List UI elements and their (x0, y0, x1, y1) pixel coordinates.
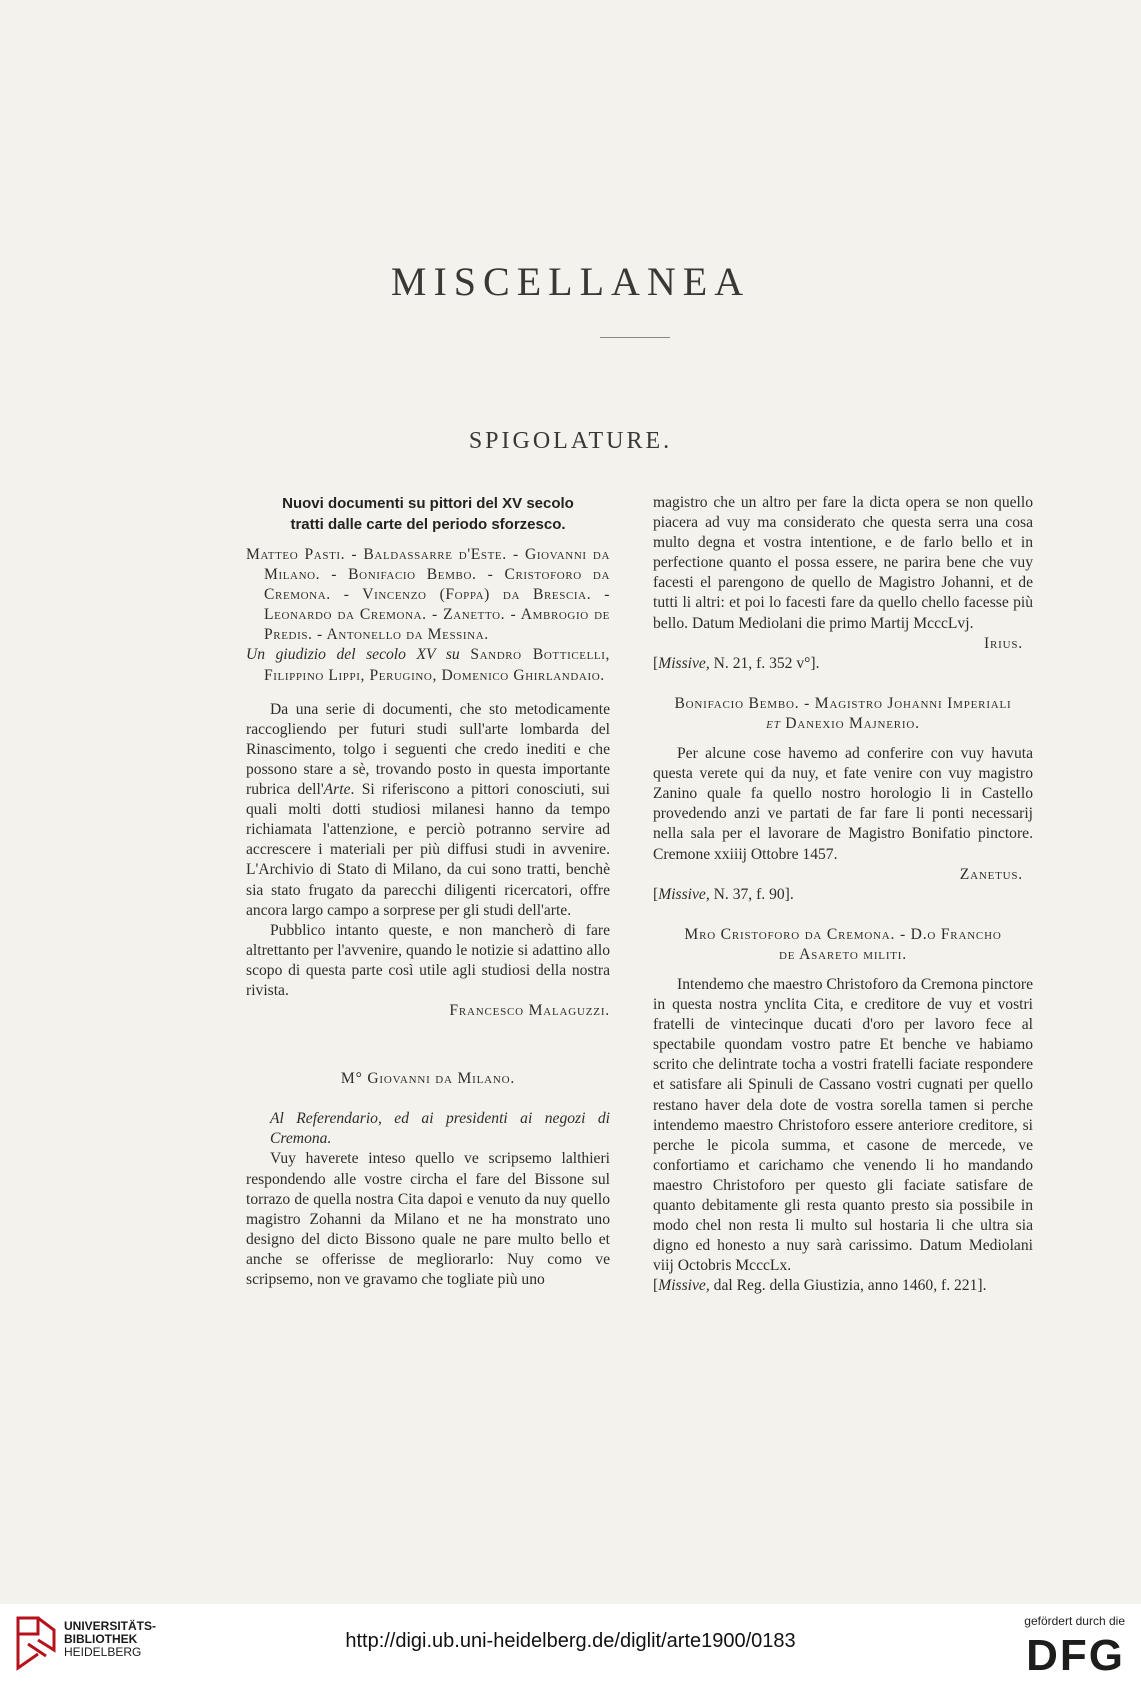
intro-p1-a: Da una serie di documenti, che sto metodicamente raccogliendo per futuri studi sull'arte lombarda del Rinascimento, tolgo i seguenti che credo inediti e che possono stare a sè, trovando posto in questa importante rubrica dell' (246, 700, 610, 799)
doc1-address: Al Referendario, ed ai presidenti ai negozi di Cremona. (270, 1110, 610, 1148)
author-signature: Francesco Malaguzzi. (449, 1002, 610, 1020)
article-heading (246, 493, 610, 535)
doc3-citation-rest: dal Reg. della Giustizia, anno 1460, f. 221]. (709, 1277, 987, 1295)
topics-judgment-italic: Un giudizio del secolo XV su (246, 646, 460, 664)
dfg-logo[interactable]: DFG (1026, 1631, 1125, 1680)
doc2-citation-italic: Missive, (658, 885, 710, 903)
topics-painters: Matteo Pasti. - Baldassarre d'Este. - Giovanni da Milano. - Bonifacio Bembo. - Cristoforo da Cremona. - Vincenzo (Foppa) da Brescia. - Leonardo da Cremona. - Zanetto. - Ambrogio de Predis. - Antonello da Messina. (246, 546, 610, 644)
topics-judgment-names: Sandro Botticelli, Filippino Lippi, Perugino, Domenico Ghirlandaio. (264, 646, 610, 684)
topics-list (246, 545, 610, 686)
doc2-heading-line1: Bonifacio Bembo. - Magistro Johanni Imperiali (674, 694, 1012, 712)
topics-judgment (246, 645, 610, 685)
doc2-heading (653, 694, 1033, 734)
intro-paragraph-2: Pubblico intanto queste, e non mancherò di fare altrettanto per l'avvenire, quando le notizie si adattino allo scopo di questa parte così utile agli studiosi della nostra rivista. (246, 921, 610, 999)
library-name-line2: BIBLIOTHEK (64, 1632, 138, 1646)
doc1-citation-italic: Missive, (658, 654, 710, 672)
doc2-heading-line2 (653, 714, 1033, 734)
permalink-url[interactable]: http://digi.ub.uni-heidelberg.de/diglit/arte1900/0183 (345, 1630, 796, 1652)
right-column (653, 493, 1033, 1296)
doc2-text: Per alcune cose havemo ad conferire con vuy havuta questa verete qui da nuy, et fate venire con vuy magistro Zanino quale fa quello nostro horologio li in Castello provedendo anzi ve partati de far fare li ponti necessarij nella sala per el lavorare de Magistro Bonifatio pinctore. Cremone xxiiij Ottobre 1457. (653, 745, 1033, 863)
doc3-heading-line2: de Asareto militi. (779, 945, 907, 963)
section-title: SPIGOLATURE. (468, 428, 673, 454)
doc1-citation-rest: N. 21, f. 352 v°]. (709, 654, 820, 672)
doc1-citation: [Missive, N. 21, f. 352 v°]. (653, 654, 820, 672)
doc1-heading: M° Giovanni da Milano. (340, 1070, 516, 1088)
library-name-line3: HEIDELBERG (64, 1645, 142, 1659)
article-heading-line1: Nuovi documenti su pittori del XV secolo (282, 495, 574, 512)
doc2-citation: [Missive, N. 37, f. 90]. (653, 885, 794, 903)
library-name-line1: UNIVERSITÄTS- (64, 1619, 157, 1633)
left-column (246, 493, 610, 1290)
doc1-signature: Irius. (984, 634, 1023, 652)
doc2-citation-rest: N. 37, f. 90]. (709, 885, 794, 903)
doc3-heading (653, 925, 1033, 965)
funded-by-label: gefördert durch die (1024, 1614, 1125, 1628)
doc3-text: Intendemo che maestro Christoforo da Cremona pinctore in questa nostra ynclita Cita, e creditore de vuy et vostri fratelli de vintecinque ducati d'oro per lavoro fece al spectabile quondam vostro patre Et benche ve habiamo scrito che delintrate tocha a vostri fratelli faciate respondere et satisfare ali Spinuli de Cassano vostri cugnati per quello restano haver dela dote de vostra sorella tamen si perche intendemo maestro Christoforo essere anteriore creditore, si perche le picola summa, et casone de mercede, ve confortiamo et carichamo che venendo li ho mandando maestro Christoforo per questo gli faciate satisfare de quanto debitamente gli resta quanto presto sia possibile in modo chel non resta li multo sul hostaria li che ultra sia digno ed honesto a nuy sarà carissimo. Datum Mediolani viij Octobris McccLx. (653, 975, 1033, 1275)
doc3-heading-line1: Mro Cristoforo da Cremona. - D.o Francho (684, 925, 1002, 943)
intro-paragraph-1 (246, 700, 610, 921)
doc2-signature: Zanetus. (959, 865, 1023, 883)
doc3-citation: [Missive, dal Reg. della Giustizia, anno 1460, f. 221]. (653, 1277, 987, 1295)
footer-bar (0, 1604, 1141, 1684)
doc2-heading-et: et (766, 714, 781, 732)
intro-p1-arte: Arte (323, 781, 351, 799)
doc2-heading-name: Danexio Majnerio. (780, 714, 920, 732)
doc3-citation-italic: Missive, (658, 1277, 710, 1295)
title-divider (600, 337, 670, 338)
article-heading-line2: tratti dalle carte del periodo sforzesco. (290, 516, 566, 533)
doc1-text: Vuy haverete inteso quello ve scripsemo lalthieri respondendo alle vostre circha el fare del Bissone sul torrazo de quella nostra Cita dapoi e venuto da nuy quello magistro Zohanni da Milano et ne ha monstrato uno designo del dicto Bissono quale ne pare multo bello et anche se offerisse de megliorarlo: Nuy como ve scripsemo, non ve gravamo che togliate più uno (246, 1150, 610, 1288)
doc1-text-continued: magistro che un altro per fare la dicta opera se non quello piacera ad vuy ma considerato che questa serra una cosa multo degna et vostra intentione, e de farlo bello et in perfectione quanto el possa essere, ne parira bene che vuy facesti el parengono de quello de Magistro Johanni, et de tutti li altri: et poi lo facesti fare da quello chello facesse più bello. Datum Mediolani die primo Martij McccLvj. (653, 494, 1033, 632)
page-title: MISCELLANEA (390, 259, 751, 304)
intro-p1-b: . Si riferiscono a pittori conosciuti, sui quali molti dotti studiosi milanesi hanno da tempo richiamata l'attenzione, e perciò potranno servire ad accrescere i materiali per più diffusi studi in avvenire. L'Archivio di Stato di Milano, da cui sono tratti, benchè sia stato frugato da parecchi diligenti ricercatori, offre ancora largo campo a sorprese per gli studi dell'arte. (246, 781, 610, 919)
